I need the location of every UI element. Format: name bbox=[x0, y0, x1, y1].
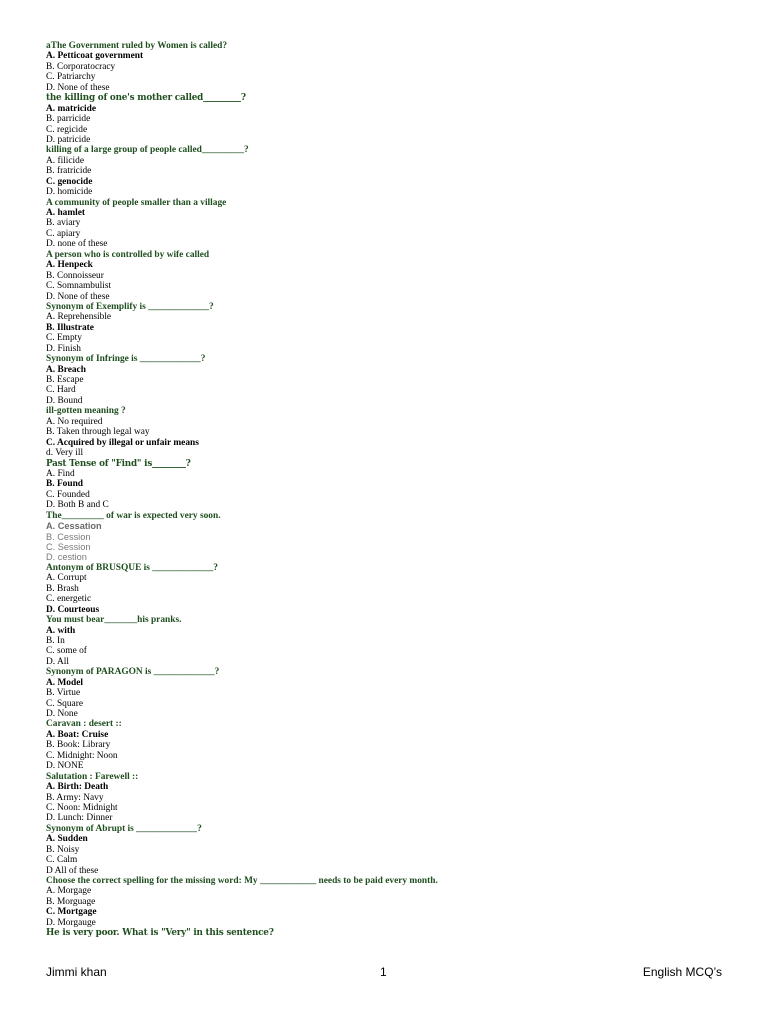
question-text: the killing of one's mother called_________? bbox=[46, 93, 246, 104]
answer-option: D. patricide bbox=[46, 134, 91, 145]
answer-option: D. None bbox=[46, 709, 78, 719]
answer-option: B. Book: Library bbox=[46, 740, 111, 751]
answer-option-correct: A. Model bbox=[46, 677, 83, 688]
answer-option: C. Founded bbox=[46, 489, 90, 500]
answer-option: D. Bound bbox=[46, 395, 83, 406]
answer-option: B. Taken through legal way bbox=[46, 427, 150, 438]
question-text: aThe Government ruled by Women is called? bbox=[46, 41, 228, 51]
answer-option: C. Square bbox=[46, 698, 83, 709]
answer-option: D. None of these bbox=[46, 82, 110, 93]
answer-option-correct: C. genocide bbox=[46, 176, 93, 187]
question-block bbox=[46, 876, 746, 928]
footer-author: Jimmi khan bbox=[46, 965, 107, 979]
question-block bbox=[46, 511, 746, 563]
question-block bbox=[46, 93, 746, 145]
answer-option: C. Noon: Midnight bbox=[46, 802, 118, 813]
answer-option: D. NONE bbox=[46, 761, 84, 772]
question-block bbox=[46, 667, 746, 719]
answer-option: D. cestion bbox=[46, 552, 87, 563]
answer-option: B. In bbox=[46, 635, 65, 646]
question-text: Synonym of Infringe is _____________? bbox=[46, 354, 206, 365]
answer-option: B. Connoisseur bbox=[46, 270, 104, 281]
question-text: A person who is controlled by wife called bbox=[46, 249, 210, 260]
answer-option: B. Virtue bbox=[46, 688, 81, 699]
answer-option-correct: B. Illustrate bbox=[46, 322, 94, 333]
answer-option-correct: A. Boat: Cruise bbox=[46, 729, 109, 740]
question-block bbox=[46, 772, 746, 824]
answer-option-correct: A. Petticoat government bbox=[46, 51, 144, 62]
question-text: The_________ of war is expected very soon. bbox=[46, 510, 221, 521]
question-text: killing of a large group of people called_________? bbox=[46, 145, 249, 156]
answer-option: D. Both B and C bbox=[46, 500, 109, 511]
mcq-list bbox=[46, 41, 746, 939]
footer-page-number: 1 bbox=[380, 965, 387, 979]
answer-option-correct: A. with bbox=[46, 625, 76, 636]
question-text: ill-gotten meaning ? bbox=[46, 406, 126, 417]
answer-option-correct: D. Courteous bbox=[46, 604, 100, 615]
question-text: Synonym of PARAGON is _____________? bbox=[46, 667, 220, 678]
answer-option: C. some of bbox=[46, 646, 87, 657]
answer-option: C. Empty bbox=[46, 333, 82, 344]
answer-option: A. Reprehensible bbox=[46, 312, 112, 323]
question-text: Salutation : Farewell :: bbox=[46, 771, 139, 782]
question-block bbox=[46, 928, 746, 938]
question-text: Past Tense of "Find" is________? bbox=[46, 458, 191, 469]
question-block bbox=[46, 354, 746, 406]
question-text: Choose the correct spelling for the missing word: My ____________ needs to be paid every month. bbox=[46, 876, 438, 886]
answer-option-correct: A. Cessation bbox=[46, 521, 102, 532]
answer-option: B. Escape bbox=[46, 375, 84, 385]
question-block bbox=[46, 145, 746, 197]
question-text: Caravan : desert :: bbox=[46, 719, 122, 730]
answer-option-correct: C. Mortgage bbox=[46, 907, 97, 918]
footer-subject: English MCQ’s bbox=[642, 965, 722, 979]
question-block bbox=[46, 824, 746, 876]
answer-option: B. Brash bbox=[46, 583, 79, 594]
question-text: A community of people smaller than a village bbox=[46, 197, 227, 208]
question-block bbox=[46, 41, 746, 93]
question-text: You must bear_______his pranks. bbox=[46, 615, 182, 626]
answer-option: B. Cession bbox=[46, 531, 91, 542]
question-block bbox=[46, 615, 746, 667]
answer-option: B. Noisy bbox=[46, 844, 80, 855]
answer-option-correct: A. Birth: Death bbox=[46, 782, 109, 793]
question-block bbox=[46, 563, 746, 615]
answer-option: B. parricide bbox=[46, 114, 91, 125]
answer-option: C. apiary bbox=[46, 228, 81, 239]
answer-option: D All of these bbox=[46, 865, 99, 876]
question-text: Synonym of Exemplify is _____________? bbox=[46, 301, 214, 312]
answer-option: C. Midnight: Noon bbox=[46, 750, 118, 761]
question-block bbox=[46, 406, 746, 458]
answer-option: D. Finish bbox=[46, 343, 81, 354]
answer-option: C. Session bbox=[46, 542, 91, 552]
question-block bbox=[46, 719, 746, 771]
answer-option-correct: A. hamlet bbox=[46, 208, 86, 218]
answer-option: A. Morgage bbox=[46, 886, 92, 897]
answer-option: B. fratricide bbox=[46, 166, 92, 177]
answer-option: C. Somnambulist bbox=[46, 281, 112, 292]
answer-option: D. Lunch: Dinner bbox=[46, 813, 113, 824]
page-footer bbox=[46, 965, 722, 981]
question-block bbox=[46, 250, 746, 302]
question-text: Synonym of Abrupt is _____________? bbox=[46, 823, 202, 834]
answer-option: A. Find bbox=[46, 468, 75, 479]
answer-option: D. None of these bbox=[46, 291, 110, 302]
answer-option-correct: B. Found bbox=[46, 479, 83, 490]
answer-option-correct: C. Acquired by illegal or unfair means bbox=[46, 437, 199, 448]
answer-option: A. filicide bbox=[46, 155, 85, 166]
answer-option-correct: A. Henpeck bbox=[46, 260, 93, 271]
answer-option: C. regicide bbox=[46, 124, 88, 135]
answer-option: d. Very ill bbox=[46, 448, 84, 459]
question-block bbox=[46, 198, 746, 250]
question-text: He is very poor. What is "Very" in this sentence? bbox=[46, 928, 274, 939]
answer-option: C. energetic bbox=[46, 594, 92, 605]
answer-option: C. Patriarchy bbox=[46, 72, 96, 83]
answer-option: B. aviary bbox=[46, 218, 81, 229]
answer-option: B. Corporatocracy bbox=[46, 61, 116, 72]
answer-option: C. Hard bbox=[46, 385, 76, 396]
answer-option: D. none of these bbox=[46, 239, 108, 250]
answer-option: D. Morgauge bbox=[46, 917, 96, 928]
answer-option: C. Calm bbox=[46, 855, 78, 866]
answer-option: A. Corrupt bbox=[46, 573, 87, 584]
answer-option: B. Army: Navy bbox=[46, 792, 104, 803]
answer-option: D. homicide bbox=[46, 187, 93, 198]
answer-option: A. No required bbox=[46, 416, 103, 427]
question-text: Antonym of BRUSQUE is _____________? bbox=[46, 562, 218, 573]
answer-option: D. All bbox=[46, 656, 69, 667]
question-block bbox=[46, 459, 746, 511]
question-block bbox=[46, 302, 746, 354]
answer-option-correct: A. Breach bbox=[46, 364, 86, 375]
answer-option-correct: A. matricide bbox=[46, 103, 96, 114]
answer-option-correct: A. Sudden bbox=[46, 834, 88, 845]
answer-option: B. Morguage bbox=[46, 896, 96, 907]
